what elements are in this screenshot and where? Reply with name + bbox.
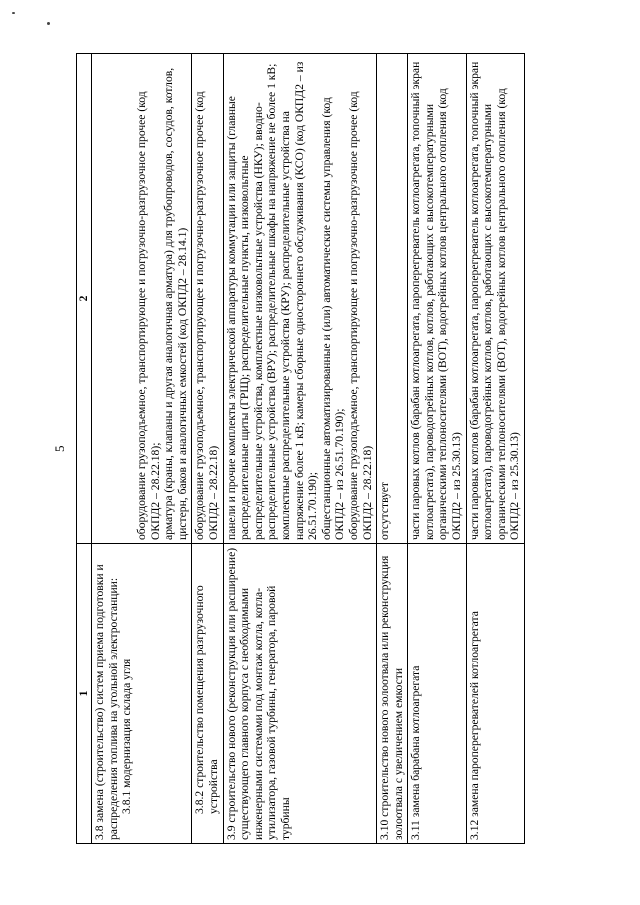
table-header-row bbox=[77, 54, 92, 844]
column-header-1: 1 bbox=[77, 544, 92, 844]
row-right-cell bbox=[92, 54, 192, 544]
table-row bbox=[466, 54, 524, 844]
table-row bbox=[92, 54, 192, 844]
row-left-cell bbox=[92, 544, 192, 844]
scan-speck bbox=[12, 12, 15, 14]
scan-speck bbox=[47, 22, 50, 25]
row-left-cell bbox=[192, 544, 223, 844]
column-header-2: 2 bbox=[77, 54, 92, 544]
equipment-item: оборудование грузоподъемное, транспортирующее и погрузочно-разгрузочное прочее (код ОКПД2 – 28.22.18) bbox=[193, 91, 220, 540]
table-row bbox=[192, 54, 223, 844]
row-title: 3.9 строительство нового (реконструкция или расширение) существующего главного корпуса с необходимыми инженерными системами под монтаж котла, котла-утилизатора, газовой турбины, генератора, паровой турбины bbox=[224, 547, 292, 840]
row-left-cell bbox=[408, 544, 466, 844]
row-title: 3.11 замена барабана котлоагрегата bbox=[409, 665, 423, 840]
row-left-cell bbox=[466, 544, 524, 844]
row-right-cell bbox=[408, 54, 466, 544]
equipment-item: общестанционные автоматизированные и (или) автоматические системы управления (код ОКПД2 – из 26.51.70.190); bbox=[319, 97, 347, 540]
row-subtitle: 3.8.2 строительство помещения разгрузочного устройства bbox=[193, 585, 220, 814]
equipment-item: части паровых котлов (барабан котлоагрегата, пароперегреватель котлоагрегата, топочный экран котлоагрегата), пароводогрейных котлов, котлов, работающих с высокотемпературными органическими теплоносителями (ВОТ), водогрейных котлов центрального отопления (код ОКПД2 – из 25.30.13) bbox=[467, 61, 522, 540]
row-right-cell bbox=[377, 54, 408, 544]
row-title: 3.12 замена пароперегревателей котлоагрегата bbox=[467, 611, 481, 840]
table-row bbox=[377, 54, 408, 844]
equipment-item: оборудование грузоподъемное, транспортирующее и погрузочно-разгрузочное прочее (код ОКПД2 – 28.22.18) bbox=[346, 91, 374, 540]
row-title: 3.8 замена (строительство) систем приема подготовки и распределения топлива на угольной электростанции: bbox=[93, 564, 120, 840]
row-right-cell bbox=[223, 54, 377, 544]
cell-spacer bbox=[93, 57, 135, 540]
row-title: 3.10 строительство нового золоотвала или реконструкция золоотвала с увеличением емкости bbox=[378, 555, 405, 840]
table-row bbox=[223, 54, 377, 844]
row-subtitle: 3.8.1 модернизация склада угля bbox=[120, 658, 134, 814]
row-right-cell bbox=[466, 54, 524, 544]
row-right-cell bbox=[192, 54, 223, 544]
equipment-item: оборудование грузоподъемное, транспортирующее и погрузочно-разгрузочное прочее (код ОКПД2 – 28.22.18); bbox=[135, 91, 162, 540]
table-row bbox=[408, 54, 466, 844]
procurement-table bbox=[76, 53, 525, 844]
equipment-item: отсутствует bbox=[378, 482, 392, 540]
equipment-item: арматура (краны, клапаны и другая аналогичная арматура) для трубопроводов, сосудов, котлов, цистерн, баков и аналогичных емкостей (код ОКПД2 – 28.14.1) bbox=[162, 67, 189, 540]
equipment-item: панели и прочие комплекты электрической аппаратуры коммутации или защиты (главные распределительные щиты (ГРЩ); распределительные пункты, низковольтные распределительные устройства, комплектные низковольтные устройства (НКУ); вводно-распределительные устройства (ВРУ); распределительные шкафы на напряжение не более 1 кВ; комплектные распределительные устройства (КРУ); распределительные устройства на напряжение более 1 кВ; камеры сборные одностороннего обслуживания (КСО) (код ОКПД2 – из 26.51.70.190); bbox=[224, 61, 320, 540]
row-left-cell bbox=[377, 544, 408, 844]
page-number: 5 bbox=[52, 445, 67, 452]
row-left-cell bbox=[223, 544, 377, 844]
equipment-item: части паровых котлов (барабан котлоагрегата, пароперегреватель котлоагрегата, топочный экран котлоагрегата), пароводогрейных котлов, котлов, работающих с высокотемпературными органическими теплоносителями (ВОТ), водогрейных котлов центрального отопления (код ОКПД2 – из 25.30.13) bbox=[409, 61, 464, 540]
rotated-table-container bbox=[76, 54, 604, 844]
